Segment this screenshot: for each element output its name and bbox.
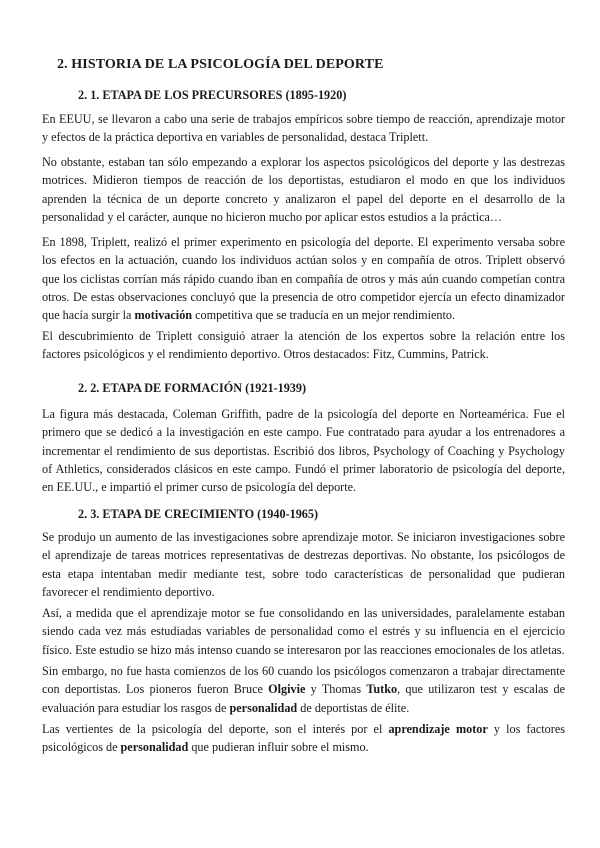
section-heading-formacion: 2. 2. ETAPA DE FORMACIÓN (1921-1939) <box>78 381 307 395</box>
paragraph-crecimiento-1: Se produjo un aumento de las investigaciones sobre aprendizaje motor. Se iniciaron investigaciones sobre el aprendizaje de tareas motrices representativas de destrezas deportivas. No obstante, los psicólogos de esta etapa intentaban medir mediante test, sobre todo características de personalidad que pudieran favorecer el rendimiento deportivo. <box>42 530 565 599</box>
text-run: y Thomas <box>305 682 367 697</box>
paragraph-crecimiento-3 <box>42 662 565 717</box>
paragraph-precursores-4: El descubrimiento de Triplett consiguió atraer la atención de los expertos sobre la relación entre los factores psicológicos y el rendimiento deportivo. Otros destacados: Fitz, Cummins, Patrick. <box>42 329 565 362</box>
text-run: competitiva que se traducía en un mejor rendimiento. <box>192 308 456 323</box>
text-run: de deportistas de élite. <box>297 700 410 715</box>
bold-name-olgivie: Olgivie <box>268 682 306 697</box>
paragraph-formacion-1: La figura más destacada, Coleman Griffith, padre de la psicología del deporte en Norteamérica. Fue el primero que se dedicó a la investigación en este campo. Fue contratado para ayudar a los entrenadores a incrementar el rendimiento de sus deportistas. Escribió dos libros, Psychology of Coaching y Psychology of Athletics, considerados clásicos en este campo. Fundó el primer laboratorio de psicología del deporte, en EE.UU., e impartió el primer curso de psicología del deporte. <box>42 407 565 495</box>
bold-term-aprendizaje-motor: aprendizaje motor <box>388 722 488 736</box>
bold-term-motivacion: motivación <box>134 308 193 323</box>
section-heading-crecimiento: 2. 3. ETAPA DE CRECIMIENTO (1940-1965) <box>78 507 319 521</box>
text-run: y los factores psicológicos de <box>42 722 565 755</box>
bold-term-personalidad: personalidad <box>229 700 298 715</box>
text-run: Las vertientes de la psicología del deporte, son el interés por el <box>42 722 389 736</box>
bold-term-personalidad-2: personalidad <box>120 740 189 755</box>
bold-name-tutko: Tutko <box>366 682 398 697</box>
document-title: 2. HISTORIA DE LA PSICOLOGÍA DEL DEPORTE <box>57 57 384 72</box>
text-run: , que utilizaron test y escalas de evaluación para estudiar los rasgos de <box>42 682 565 715</box>
paragraph-crecimiento-2: Así, a medida que el aprendizaje motor se fue consolidando en las universidades, paralelamente estaban siendo cada vez más estudiadas variables de personalidad como el estrés y su influencia en el ejercicio físico. Este estudio se hizo más intenso cuando se interesaron por las reacciones emocionales de los atletas. <box>42 606 565 657</box>
paragraph-triplett-experiment <box>42 233 565 324</box>
section-heading-precursores: 2. 1. ETAPA DE LOS PRECURSORES (1895-1920) <box>78 88 347 102</box>
text-run: que pudieran influir sobre el mismo. <box>188 740 369 755</box>
paragraph-precursores-1: En EEUU, se llevaron a cabo una serie de trabajos empíricos sobre tiempo de reacción, aprendizaje motor y efectos de la práctica deportiva en variables de personalidad, destaca Triplett. <box>42 112 565 145</box>
text-run: Sin embargo, no fue hasta comienzos de los 60 cuando los psicólogos comenzaron a trabajar directamente con deportistas. Los pioneros fueron Bruce <box>42 664 565 697</box>
text-run: En 1898, Triplett, realizó el primer experimento en psicología del deporte. El experimento versaba sobre los efectos en la actuación, cuando los individuos actúan solos y en compañía de otros. Triplett observó que los ciclistas corrían más rápido cuando iban en compañía de otros y más aún cuando competían contra otros. De estas observaciones concluyó que la presencia de otro competidor ejercía un efecto dinamizador que hacía surgir la <box>42 235 565 323</box>
paragraph-precursores-2: No obstante, estaban tan sólo empezando a explorar los aspectos psicológicos del deporte y las destrezas motrices. Midieron tiempos de reacción de los deportistas, estudiaron el modo en que los individuos aprenden la técnica de un deporte concreto y analizaron el papel del deporte en el desarrollo de la personalidad y el carácter, aunque no hicieron mucho por aplicar estos estudios a la práctica… <box>42 155 565 224</box>
paragraph-crecimiento-4 <box>42 720 565 757</box>
